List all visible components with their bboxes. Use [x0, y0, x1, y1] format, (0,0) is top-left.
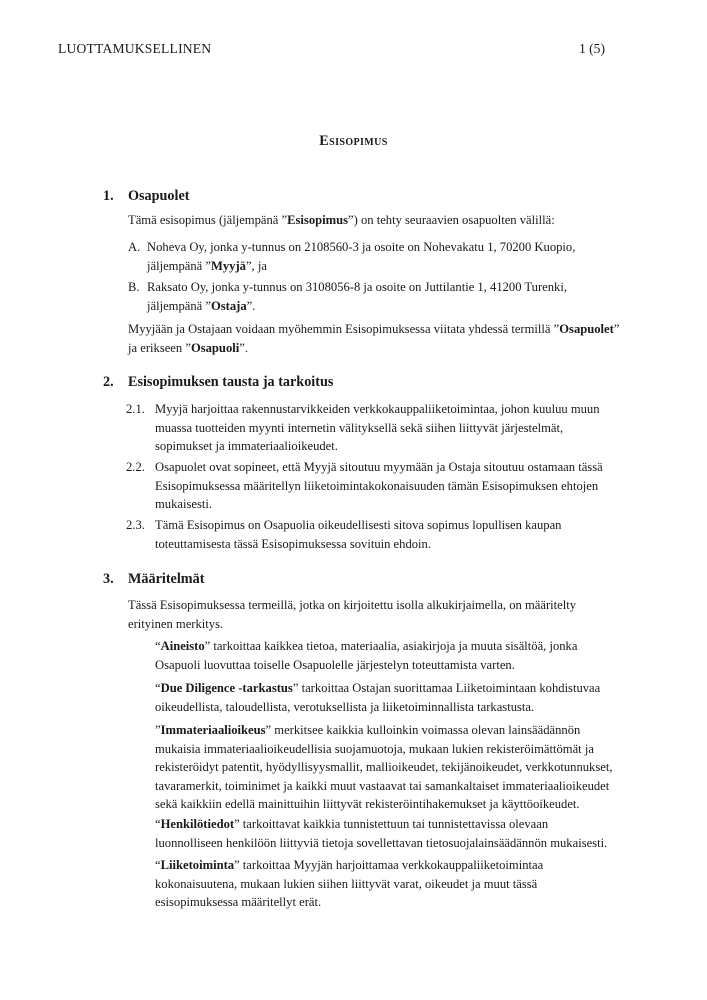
list-label: A.: [128, 240, 141, 254]
text: tarkoittaa Ostajan suorittamaa Liiketoimintaan kohdistuvaa: [298, 681, 601, 695]
party-a: [128, 238, 608, 276]
text-line: [128, 320, 619, 339]
clause-number: 2.3.: [126, 518, 145, 532]
text: ”: [265, 723, 272, 737]
text: ”: [155, 723, 161, 737]
section-1-heading: [103, 188, 190, 205]
text: Tämä esisopimus (jäljempänä ”: [128, 213, 288, 227]
text: ”.: [246, 298, 256, 313]
text-line: erityinen merkitys.: [128, 616, 224, 631]
defined-term: Aineisto: [160, 639, 205, 653]
text: tarkoittaa kaikkea tietoa, materiaalia, asiakirjoja ja muuta sisältöä, jonka: [210, 639, 578, 653]
text-line: Noheva Oy, jonka y-tunnus on 2108560-3 ja osoite on Nohevakatu 1, 70200 Kuopio,: [147, 240, 576, 254]
text-line: [155, 721, 613, 740]
header-confidential-label: LUOTTAMUKSELLINEN: [58, 41, 212, 56]
section-1-intro: [128, 211, 555, 230]
section-number: 1.: [103, 188, 114, 204]
defined-term: Osapuolet: [559, 322, 614, 336]
text-line: [155, 815, 607, 834]
text: merkitsee kaikkia kulloinkin voimassa olevan lainsäädännön: [271, 723, 581, 737]
text: ”: [234, 817, 240, 831]
text-line: [155, 856, 543, 875]
text: “: [155, 858, 161, 872]
section-title: Määritelmät: [128, 571, 205, 587]
text: ”) on tehty seuraavien osapuolten välillä:: [348, 213, 555, 227]
text-line: tavaramerkit, toiminimet ja kaikki muut vastaavat tai samankaltaiset immateriaalioikeudet: [155, 778, 610, 793]
text-line: sopimukset ja immateriaalioikeudet.: [155, 439, 338, 453]
text: ”, ja: [245, 258, 267, 273]
text: ”: [613, 322, 620, 336]
list-label: B.: [128, 280, 140, 294]
defined-term: Due Diligence -tarkastus: [160, 681, 293, 695]
defined-term: Esisopimus: [287, 213, 349, 227]
text-line: Esisopimuksessa määritellyn liiketoimintakokonaisuuden tämän Esisopimuksen ehtojen: [155, 478, 599, 493]
text-line: sekä kaikkiin edellä mainittuihin liittyvät rekisteröintihakemukset ja käyttöoikeudet.: [155, 797, 580, 811]
text-line: Tämä Esisopimus on Osapuolia oikeudellisesti sitova sopimus lopullisen kaupan: [155, 518, 562, 532]
text: jäljempänä ”: [147, 298, 211, 313]
text-line: mukaisia immateriaalioikeudellisia suojamuotoja, mukaan lukien rekisteröimättömät ja: [155, 741, 594, 756]
section-title: Osapuolet: [128, 188, 190, 204]
text-line: oikeudellista, taloudellista, verotuksellista ja liiketoiminnallista tarkastusta.: [155, 699, 535, 714]
section-3-heading: [103, 571, 204, 588]
clause-number: 2.1.: [126, 402, 145, 416]
defined-term: Liiketoiminta: [160, 858, 235, 872]
text-line: Raksato Oy, jonka y-tunnus on 3108056-8 ja osoite on Juttilantie 1, 41200 Turenki,: [147, 280, 568, 294]
defined-term: Immateriaalioikeus: [160, 723, 266, 737]
text-line: Osapuolet ovat sopineet, että Myyjä sitoutuu myymään ja Ostaja sitoutuu ostamaan tässä: [155, 460, 603, 474]
text: ”.: [239, 340, 248, 355]
text: “: [155, 817, 161, 831]
text-line: Myyjä harjoittaa rakennustarvikkeiden verkkokauppaliiketoimintaa, johon kuuluu muun: [155, 402, 600, 416]
text: Myyjään ja Ostajaan voidaan myöhemmin Esisopimuksessa viitata yhdessä termillä ”: [128, 322, 560, 336]
text-line: muassa tuotteiden myynti internetin välityksellä sekä siihen liittyvät järjestelmät,: [155, 420, 564, 435]
text-line: [155, 637, 577, 656]
text: “: [155, 681, 161, 695]
text-line: luonnolliseen henkilöön liittyviä tietoja sovellettavan tietosuojalainsäädännön mukaisesti.: [155, 835, 608, 850]
clause-number: 2.2.: [126, 460, 145, 474]
page-number: 1 (5): [578, 41, 605, 56]
text-line: [155, 679, 600, 698]
definition-due-diligence: [155, 679, 600, 716]
defined-term: Myyjä: [210, 258, 246, 273]
text-line: mukaisesti.: [155, 497, 213, 511]
text: “: [155, 639, 161, 653]
section-number: 2.: [103, 374, 114, 390]
section-2-heading: [103, 374, 333, 391]
text-line: [147, 257, 575, 276]
text-line: [147, 297, 567, 316]
definition-immateriaalioikeus: [155, 721, 613, 814]
text-line: Tässä Esisopimuksessa termeillä, jotka on kirjoitettu isolla alkukirjaimella, on määritelty: [128, 598, 577, 612]
text: ”: [234, 858, 240, 872]
parties-definition-paragraph: [128, 320, 619, 357]
section-number: 3.: [103, 571, 114, 587]
text-line: rekisteröidyt patentit, hyödyllisyysmallit, mallioikeudet, tekijänoikeudet, verkkotunnukset,: [155, 760, 613, 774]
text: tarkoittavat kaikkia tunnistettuun tai tunnistettavissa olevaan: [239, 817, 549, 831]
document-title: Esisopimus: [319, 133, 388, 149]
text: jäljempänä ”: [147, 258, 211, 273]
defined-term: Osapuoli: [190, 340, 240, 355]
definition-aineisto: [155, 637, 577, 674]
clause-2-2: [126, 458, 606, 514]
definition-henkilotiedot: [155, 815, 607, 852]
section-title: Esisopimuksen tausta ja tarkoitus: [128, 374, 334, 390]
text: ”: [292, 681, 299, 695]
text-line: esisopimuksessa määritellyt erät.: [155, 895, 322, 909]
definition-liiketoiminta: [155, 856, 543, 912]
clause-2-3: [126, 516, 606, 554]
party-b: [128, 278, 608, 316]
defined-term: Henkilötiedot: [160, 817, 235, 831]
definitions-intro: [128, 596, 576, 633]
text: ja erikseen ”: [128, 340, 191, 355]
text-line: toteuttamisesta tässä Esisopimuksessa sovituin ehdoin.: [155, 536, 431, 551]
text-line: [128, 339, 619, 358]
text: ”: [204, 639, 211, 653]
text: tarkoittaa Myyjän harjoittamaa verkkokauppaliiketoimintaa: [239, 858, 544, 872]
text-line: kokonaisuutena, mukaan lukien siihen liittyvät varat, oikeudet ja muut tässä: [155, 876, 538, 891]
clause-2-1: [126, 400, 606, 456]
text-line: Osapuoli luovuttaa toiselle Osapuolelle järjestelyn toteuttamista varten.: [155, 657, 515, 672]
defined-term: Ostaja: [210, 298, 247, 313]
